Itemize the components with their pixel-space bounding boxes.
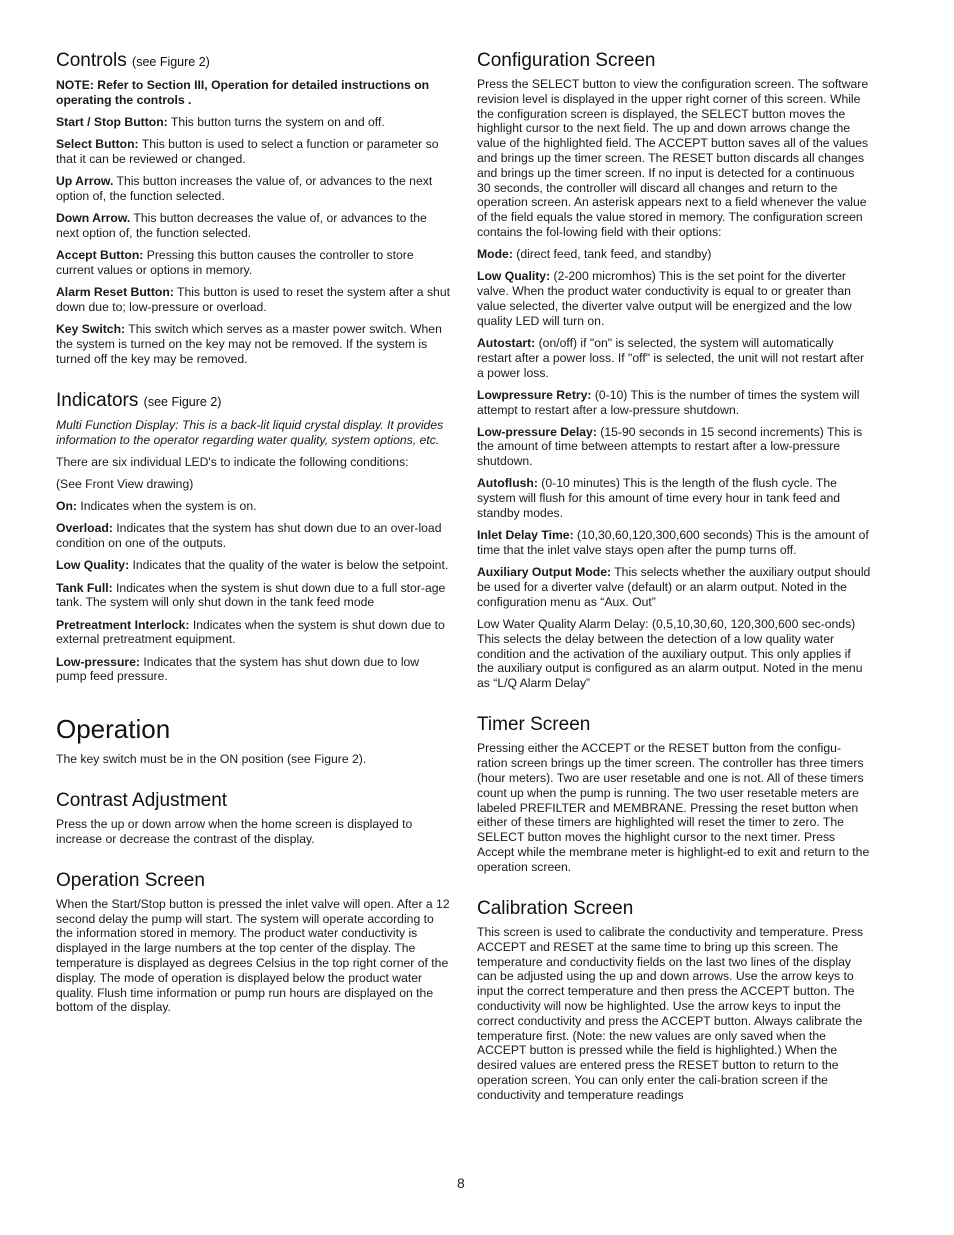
indicators-list (56, 499, 450, 684)
right-column (477, 50, 871, 1110)
definition-text: Indicates that the quality of the water is below the setpoint. (129, 558, 449, 573)
definition-term: Inlet Delay Time: (477, 528, 574, 543)
definition-term: Accept Button: (56, 248, 144, 263)
config-list (477, 247, 871, 609)
controls-note: NOTE: Refer to Section III, Operation for detailed instructions on operating the controls . (56, 78, 430, 107)
definition-item (477, 565, 871, 609)
definition-term: Lowpressure Retry: (477, 387, 592, 402)
definition-item (56, 137, 450, 167)
definition-term: Low Quality: (56, 558, 130, 573)
definition-text: (direct feed, tank feed, and standby) (512, 247, 712, 262)
definition-item (477, 269, 871, 328)
operation-heading: Operation (56, 713, 171, 744)
definition-text: Indicates when the system is on. (76, 499, 257, 514)
definition-text: Indicates when the system is shut down due to a full stor-age tank. The system will only shut down in the tank feed mode (56, 580, 446, 610)
definition-term: Alarm Reset Button: (56, 285, 174, 300)
contrast-heading: Contrast Adjustment (56, 789, 228, 811)
definition-item (56, 618, 450, 648)
definition-text: (on/off) if "on" is selected, the system will automatically restart after a power loss. If "off" is selected, the unit will not restart after a power loss. (477, 335, 865, 380)
indicators-heading: Indicators (see Figure 2) (56, 389, 222, 411)
definition-item (56, 581, 450, 611)
definition-item (477, 247, 871, 262)
definition-term: Low-pressure: (56, 654, 140, 669)
definition-text: (0-10 minutes) This is the length of the flush cycle. The system will flush for this amount of time every hour in tank feed and standby modes. (477, 476, 841, 521)
calibration-text: This screen is used to calibrate the conductivity and temperature. Press ACCEPT and RESET at the same time to bring up this screen. The temperature and conductivity fields on the last two lines of the display can be adjusted using the up and down arrows. Use the arrow keys to input the correct temperature and then press the ACCEPT button. The conductivity will now be highlighted. Use the arrow keys to input the correct conductivity and press the ACCEPT button. Always calibrate the temperature first. (Note: the new values are only saved when the ACCEPT button is pressed while the field is highlighted.) When the desired values are entered press the RESET button to return to the operation screen. You can only enter the cali-bration screen if the conductivity and temperature readings (477, 924, 864, 1102)
indicators-display-desc: Multi Function Display: This is a back-lit liquid crystal display. It provides information to the operator regarding water quality, system options, etc. (56, 417, 444, 447)
operation-screen-heading: Operation Screen (56, 869, 205, 891)
definition-term: Low-pressure Delay: (477, 424, 597, 439)
definition-term: On: (56, 499, 77, 514)
controls-heading: Controls (see Figure 2) (56, 50, 210, 71)
definition-item (56, 115, 450, 130)
definition-text: Indicates when the system is shut down due to external pretreatment equipment. (56, 617, 445, 647)
config-intro: Press the SELECT button to view the configuration screen. The software revision level is displayed in the upper right corner of this screen. While the configuration screen is displayed, the SELECT button moves the highlight cursor to the next field. The up and down arrows change the value of the highlighted field. The ACCEPT button saves all of the values and brings up the timer screen. The RESET button discards all changes and brings up the timer screen. If no input is detected for a continuous 30 seconds, the controller will discard all changes and return to the operation screen. An asterisk appears next to a field whenever the value of the field equals the value stored in memory. The configuration screen contains the fol-lowing field with their options: (477, 77, 869, 239)
definition-term: Select Button: (56, 137, 139, 152)
definition-item (56, 655, 450, 685)
definition-term: Key Switch: (56, 322, 126, 337)
definition-text: This selects whether the auxiliary output should be used for a diverter valve (default) or an alarm output. Noted in the configuration menu as “Aux. Out” (477, 565, 871, 609)
timer-heading: Timer Screen (477, 714, 591, 736)
definition-term: Up Arrow. (56, 174, 114, 189)
definition-text: This button decreases the value of, or advances to the next option of, the function selected. (56, 211, 427, 240)
definition-term: Autostart: (477, 335, 536, 350)
definition-term: Low Quality: (477, 269, 551, 284)
definition-text: This switch which serves as a master power switch. When the system is turned on the key may not be removed. If the system is turned off the key may be removed. (56, 322, 442, 366)
definition-term: Auxiliary Output Mode: (477, 565, 612, 580)
timer-text: Pressing either the ACCEPT or the RESET button from the configu-ration screen brings up the timer screen. The controller has three timers (hour meters). Two are user resetable and one is not. All of these timers count up when the pump is running. The two user resetable meters are labeled PREFILTER and MEMBRANE. Pressing the reset button when either of these timers are highlighted will reset the timer to zero. The SELECT button moves the highlight cursor to the next timer. Press Accept while the membrane meter is highlight-ed to exit and return to the operation screen. (477, 741, 870, 874)
left-column (56, 50, 450, 1022)
definition-text: Indicates that the system has shut down due to an over-load condition on one of the outputs. (56, 521, 442, 551)
definition-item (56, 558, 450, 573)
controls-list (56, 115, 450, 367)
definition-text: (15-90 seconds in 15 second increments) This is the amount of time between attempts to restart after a low-pressure shutdown. (477, 424, 863, 469)
config-heading: Configuration Screen (477, 50, 656, 71)
definition-term: Tank Full: (56, 580, 113, 595)
definition-text: (2-200 micromhos) This is the set point for the diverter valve. When the product water conductivity is equal to or greater than value selected, the diverter valve output will be energized and the low quality LED will turn on. (477, 269, 852, 328)
indicators-led-intro: There are six individual LED's to indicate the following conditions: (56, 454, 409, 469)
definition-item (56, 248, 450, 278)
config-lowwater: Low Water Quality Alarm Delay: (0,5,10,30,60, 120,300,600 sec-onds) This selects the delay between the detection of a low quality water condition and the activation of the auxiliary output. This only applies if the auxiliary output is configured as an alarm output. Noted in the menu as “L/Q Alarm Delay” (477, 617, 863, 691)
definition-term: Down Arrow. (56, 211, 131, 226)
definition-text: This button is used to select a function or parameter so that it can be reviewed or changed. (56, 137, 439, 166)
definition-item (56, 174, 450, 204)
definition-term: Start / Stop Button: (56, 114, 168, 129)
definition-text: Indicates that the system has shut down due to low pump feed pressure. (56, 654, 420, 684)
definition-text: (0-10) This is the number of times the system will attempt to restart after a low-pressure shutdown. (477, 387, 860, 417)
definition-item (477, 388, 871, 418)
operation-screen-text: When the Start/Stop button is pressed the inlet valve will open. After a 12 second delay the pump will start. The system will operate according to the information stored in memory. The product water conductivity is displayed in the large numbers at the top center of the display. The temperature is displayed as degrees Celsius in the top right corner of the display. The mode of operation is displayed below the product water quality. Flush time information or pump run hours are displayed on the bottom of the display. (56, 896, 450, 1015)
definition-text: This button is used to reset the system after a shut down due to; low-pressure or overload. (56, 285, 450, 314)
indicators-front-view: (See Front View drawing) (56, 477, 194, 492)
definition-item (56, 322, 450, 366)
definition-item (477, 425, 871, 469)
definition-item (56, 521, 450, 551)
definition-term: Autoflush: (477, 476, 538, 491)
operation-text: The key switch must be in the ON position (see Figure 2). (56, 751, 367, 766)
definition-item (56, 499, 450, 514)
definition-text: (10,30,60,120,300,600 seconds) This is the amount of time that the inlet valve stays open after the pump turns off. (477, 528, 869, 558)
definition-term: Pretreatment Interlock: (56, 617, 190, 632)
definition-text: This button increases the value of, or advances to the next option of, the function selected. (56, 174, 433, 203)
definition-item (477, 336, 871, 380)
definition-item (56, 211, 450, 241)
definition-item (477, 528, 871, 558)
definition-text: Pressing this button causes the controller to store current values or options in memory. (56, 248, 414, 277)
definition-term: Overload: (56, 521, 113, 536)
definition-text: This button turns the system on and off. (167, 114, 385, 129)
contrast-text: Press the up or down arrow when the home screen is displayed to increase or decrease the contrast of the display. (56, 816, 413, 846)
calibration-heading: Calibration Screen (477, 897, 634, 919)
definition-item (56, 285, 450, 315)
definition-item (477, 476, 871, 520)
definition-term: Mode: (477, 247, 513, 262)
